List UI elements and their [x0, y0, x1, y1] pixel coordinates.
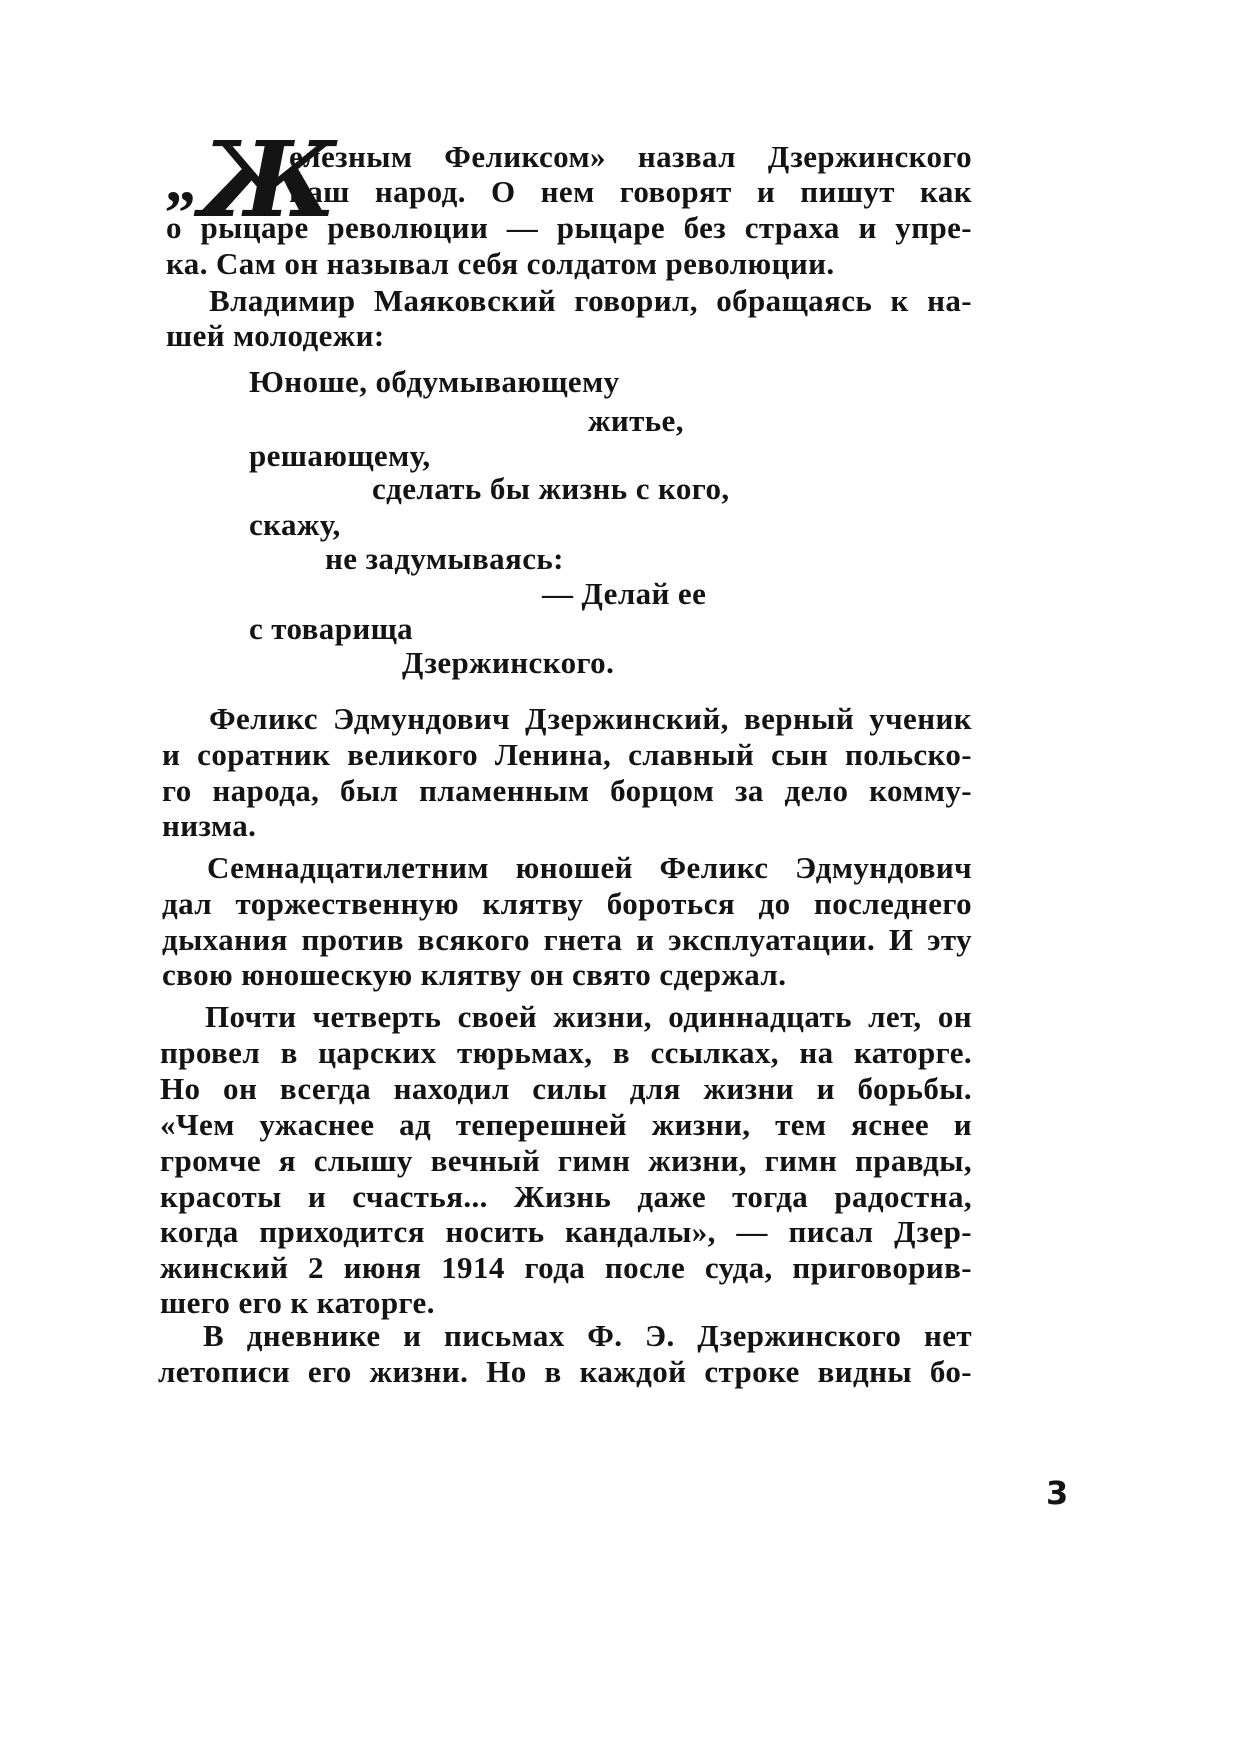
paragraph-3-line: Но он всегда находил силы для жизни и борьбы. [160, 1071, 972, 1106]
paragraph-3-line: громче я слышу вечный гимн жизни, гимн правды, [160, 1143, 972, 1178]
paragraph-3-line: Почти четверть своей жизни, одиннадцать лет, он [205, 999, 972, 1034]
poem-line: Дзержинского. [402, 645, 615, 680]
paragraph-4-line: В дневнике и письмах Ф. Э. Дзержинского нет [203, 1318, 972, 1353]
paragraph-1-line: Феликс Эдмундович Дзержинский, верный ученик [209, 701, 972, 736]
paragraph-3-line: когда приходится носить кандалы», — писал Дзер- [160, 1214, 972, 1249]
poem-line: с товарища [249, 611, 414, 646]
paragraph-2-line: дыхания против всякого гнета и эксплуатации. И эту [162, 922, 972, 957]
opening-quote-mark: „ [165, 147, 192, 215]
paragraph-1-line: и соратник великого Ленина, славный сын польско- [162, 737, 972, 772]
intro-line: о рыцаре революции — рыцаре без страха и упре- [166, 210, 972, 245]
paragraph-3-line: красоты и счастья... Жизнь даже тогда радостна, [160, 1179, 972, 1214]
drop-cap-letter: Ж [200, 118, 337, 241]
paragraph-2-line: Семнадцатилетним юношей Феликс Эдмундович [207, 850, 972, 885]
paragraph-3-line: шего его к каторге. [160, 1285, 435, 1320]
page-number: 3 [1046, 1474, 1069, 1512]
paragraph-2-line: свою юношескую клятву он свято сдержал. [162, 957, 787, 992]
paragraph-2-line: дал торжественную клятву бороться до последнего [162, 886, 972, 921]
intro-line: елезным Феликсом» назвал Дзержинского [289, 139, 972, 174]
intro-line: наш народ. О нем говорят и пишут как [289, 174, 972, 209]
mayakovsky-intro-line: Владимир Маяковский говорил, обращаясь к на- [209, 283, 972, 318]
paragraph-1-line: низма. [162, 808, 257, 843]
intro-line: ка. Сам он называл себя солдатом революции. [166, 246, 835, 281]
poem-line: — Делай ее [542, 576, 707, 611]
mayakovsky-intro-line: шей молодежи: [166, 318, 385, 353]
paragraph-1-line: го народа, был пламенным борцом за дело комму- [162, 773, 972, 808]
poem-line: решающему, [249, 438, 431, 473]
paragraph-3-line: провел в царских тюрьмах, в ссылках, на каторге. [160, 1035, 972, 1070]
poem-line: житье, [588, 403, 684, 438]
poem-line: не задумываясь: [325, 541, 564, 576]
poem-line: скажу, [249, 507, 341, 542]
paragraph-3-line: жинский 2 июня 1914 года после суда, приговорив- [160, 1250, 972, 1285]
poem-line: Юноше, обдумывающему [249, 364, 620, 399]
paragraph-4-line: летописи его жизни. Но в каждой строке видны бо- [158, 1354, 972, 1389]
paragraph-3-line: «Чем ужаснее ад теперешней жизни, тем яснее и [160, 1107, 972, 1142]
poem-line: сделать бы жизнь с кого, [372, 471, 730, 506]
